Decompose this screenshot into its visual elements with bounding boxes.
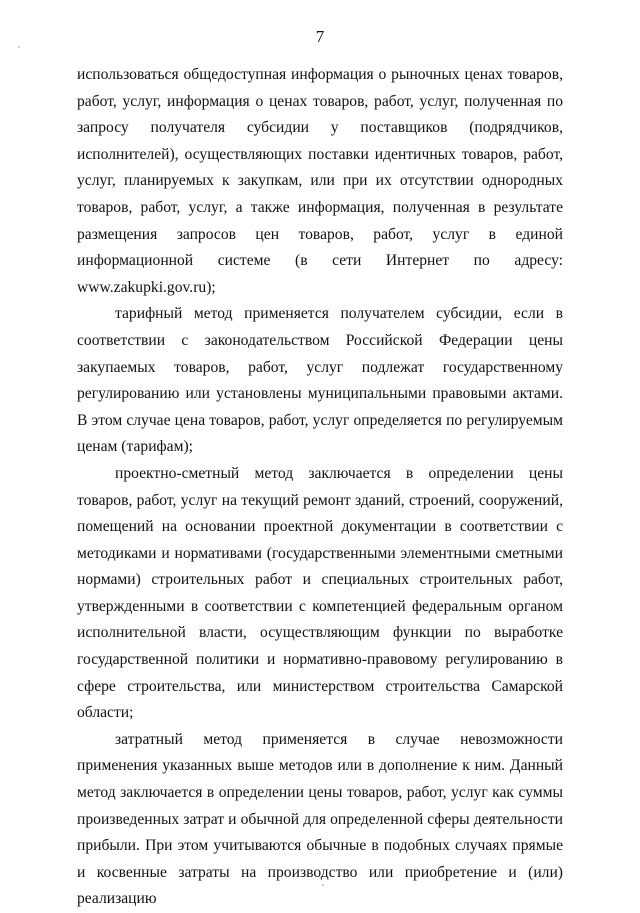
page-number: 7 xyxy=(315,27,325,46)
paragraph-cost-method: затратный метод применяется в случае невозможности применения указанных выше методов или в дополнение к ним. Данный метод заключается в определении цены товаров, работ, услуг как суммы произведенных затрат и обычной для определенной сферы деятельности прибыли. При этом учитываются обычные в подобных случаях прямые и косвенные затраты на производство или приобретение и (или) реализацию xyxy=(77,730,563,908)
scan-speck xyxy=(322,884,324,886)
paragraph-design-estimate-method: проектно-сметный метод заключается в определении цены товаров, работ, услуг на текущий ремонт зданий, строений, сооружений, помещений на основании проектной документации в соответствии с методиками и нормативами (государственными элементными сметными нормами) строительных работ и специальных строительных работ, утвержденными в соответствии с компетенцией федеральным органом исполнительной власти, осуществляющим функции по выработке государственной политики и нормативно-правовому регулированию в сфере строительства, или министерством строительства Самарской области; xyxy=(77,464,563,722)
paragraph-market-info: использоваться общедоступная информация о рыночных ценах товаров, работ, услуг, информация о ценах товаров, работ, услуг, полученная по запросу получателя субсидии у поставщиков (подрядчиков, исполнителей), осуществляющих поставки идентичных товаров, работ, услуг, планируемых к закупкам, или при их отсутствии однородных товаров, работ, услуг, а также информация, полученная в результате размещения запросов цен товаров, работ, услуг в единой информационной системе (в сети Интернет по адресу: www.zakupki.gov.ru); xyxy=(77,66,563,296)
document-body xyxy=(77,62,563,913)
paragraph-tariff-method: тарифный метод применяется получателем субсидии, если в соответствии с законодательством Российской Федерации цены закупаемых товаров, работ, услуг подлежат государственному регулированию или установлены муниципальными правовыми актами. В этом случае цена товаров, работ, услуг определяется по регулируемым ценам (тарифам); xyxy=(77,305,563,456)
scan-speck xyxy=(18,46,20,48)
